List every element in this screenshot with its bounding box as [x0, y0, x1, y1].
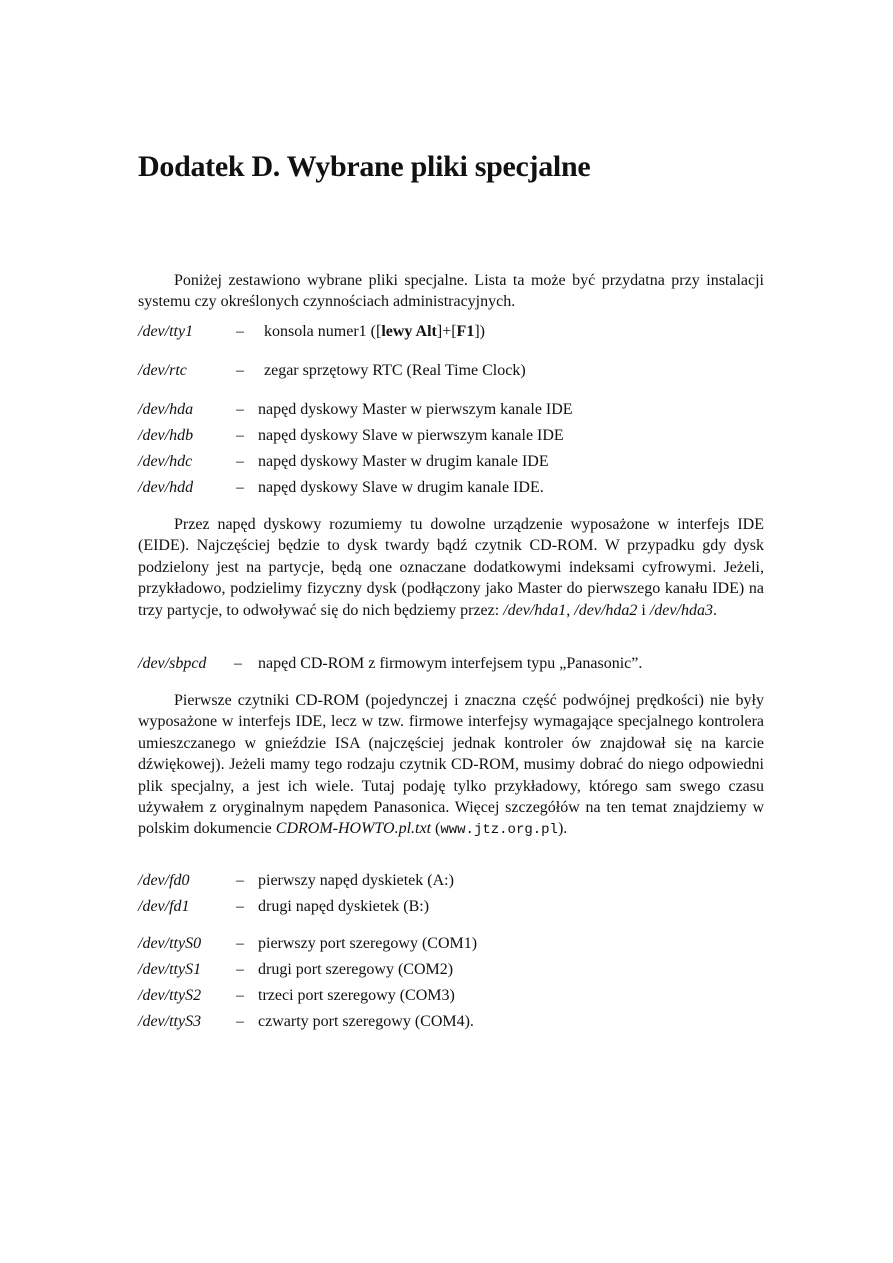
entry-desc: drugi port szeregowy (COM2): [258, 961, 454, 978]
entry-desc: zegar sprzętowy RTC (Real Time Clock): [264, 362, 526, 379]
page-title: Dodatek D. Wybrane pliki specjalne: [138, 150, 591, 183]
entry-path: /dev/fd1: [138, 898, 190, 915]
entry-desc: trzeci port szeregowy (COM3): [258, 987, 455, 1004]
desc-text: ]+[: [436, 323, 457, 340]
entry-dash: –: [234, 655, 242, 672]
paren-close: ).: [557, 820, 568, 838]
url-text: www.jtz.org.pl: [440, 822, 558, 839]
key-left-alt: lewy Alt: [381, 323, 437, 340]
key-f1: F1: [456, 323, 475, 340]
entry-path: /dev/hdb: [138, 427, 194, 444]
path-hda3: /dev/hda3: [649, 601, 713, 619]
entry-dash: –: [236, 427, 244, 444]
entry-dash: –: [236, 479, 244, 496]
entry-desc: pierwszy port szeregowy (COM1): [258, 935, 478, 952]
ide-paragraph: [138, 514, 764, 621]
entry-dash: –: [236, 323, 244, 340]
entry-path: /dev/sbpcd: [138, 655, 207, 672]
entry-desc: [264, 322, 485, 342]
path-hda2: /dev/hda2: [574, 601, 638, 619]
entry-path: /dev/tty1: [138, 323, 194, 340]
entry-path: /dev/hda: [138, 401, 194, 418]
entry-desc: czwarty port szeregowy (COM4).: [258, 1013, 474, 1030]
paren-open: (: [431, 820, 441, 838]
entry-path: /dev/ttyS1: [138, 961, 202, 978]
desc-text: ]): [474, 323, 485, 340]
desc-text: konsola numer1 ([: [264, 323, 382, 340]
separator: ,: [566, 601, 575, 619]
entry-path: /dev/hdd: [138, 479, 194, 496]
entry-dash: –: [236, 872, 244, 889]
entry-path: /dev/hdc: [138, 453, 193, 470]
intro-text: Poniżej zestawiono wybrane pliki specjalne. Lista ta może być przydatna przy instalacji systemu czy określonych czynnościach administracyjnych.: [138, 272, 764, 311]
entry-desc: napęd dyskowy Slave w pierwszym kanale IDE: [258, 427, 564, 444]
path-hda1: /dev/hda1: [503, 601, 567, 619]
entry-path: /dev/rtc: [138, 362, 187, 379]
entry-desc: napęd dyskowy Master w pierwszym kanale IDE: [258, 401, 573, 418]
entry-dash: –: [236, 1013, 244, 1030]
entry-desc: napęd dyskowy Slave w drugim kanale IDE.: [258, 479, 544, 496]
entry-path: /dev/ttyS2: [138, 987, 202, 1004]
entry-dash: –: [236, 401, 244, 418]
entry-dash: –: [236, 453, 244, 470]
entry-dash: –: [236, 961, 244, 978]
cdrom-paragraph: [138, 690, 764, 842]
entry-path: /dev/ttyS0: [138, 935, 202, 952]
entry-dash: –: [236, 987, 244, 1004]
intro-paragraph: [138, 270, 764, 313]
separator: i: [637, 601, 650, 619]
entry-dash: –: [236, 935, 244, 952]
doc-name: CDROM-HOWTO.pl.txt: [275, 820, 432, 838]
entry-path: /dev/fd0: [138, 872, 190, 889]
paragraph-text: Pierwsze czytniki CD-ROM (pojedynczej i znaczna część podwójnej prędkości) nie były wyposażone w interfejs IDE, lecz w tzw. firmowe interfejsy wymagające specjalnego kontrolera umieszczanego w gnieździe ISA (najczęściej jednak kontroler ów znajdował się na karcie dźwiękowej). Jeżeli mamy tego rodzaju czytnik CD-ROM, musimy dobrać do niego odpowiedni plik specjalny, a jest ich wiele. Tutaj podaję tylko przykładowy, którego sam swego czasu używałem z oryginalnym napędem Panasonica. Więcej szczegółów na ten temat znajdziemy w polskim dokumencie: [138, 692, 764, 838]
entry-dash: –: [236, 362, 244, 379]
entry-desc: drugi napęd dyskietek (B:): [258, 898, 430, 915]
entry-dash: –: [236, 898, 244, 915]
entry-desc: napęd CD-ROM z firmowym interfejsem typu „Panasonic”.: [258, 655, 643, 672]
entry-path: /dev/ttyS3: [138, 1013, 202, 1030]
paragraph-text: Przez napęd dyskowy rozumiemy tu dowolne urządzenie wyposażone w interfejs IDE (EIDE). Najczęściej będzie to dysk twardy bądź czytnik CD-ROM. W przypadku gdy dysk podzielony jest na partycje, będą one oznaczane dodatkowymi indeksami cyfrowymi. Jeżeli, przykładowo, podzielimy fizyczny dysk (podłączony jako Master do pierwszego kanału IDE) na trzy partycje, to odwoływać się do nich będziemy przez:: [138, 516, 764, 619]
entry-desc: pierwszy napęd dyskietek (A:): [258, 872, 454, 889]
period: .: [712, 601, 717, 619]
entry-desc: napęd dyskowy Master w drugim kanale IDE: [258, 453, 549, 470]
